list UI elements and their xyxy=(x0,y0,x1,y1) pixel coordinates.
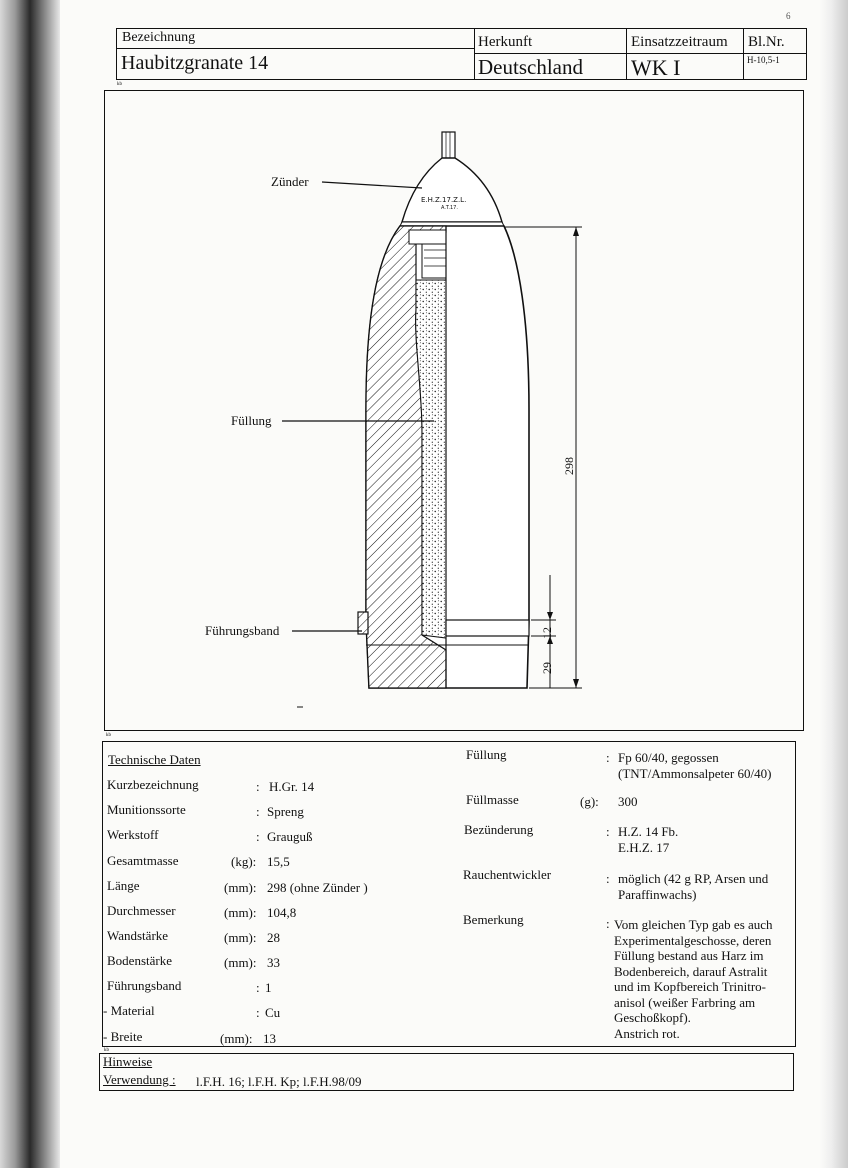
bezeichnung-label: Bezeichnung xyxy=(122,30,196,45)
bemerkung-line: und im Kopfbereich Trinitro- xyxy=(614,979,767,994)
row-sep: : xyxy=(256,1005,260,1020)
page-edge-shadow xyxy=(820,0,848,1168)
row-label: Durchmesser xyxy=(107,903,176,918)
row-value: Cu xyxy=(265,1005,281,1020)
page-corner-mark: 6 xyxy=(786,11,791,21)
colon: : xyxy=(606,916,610,931)
label-zuender: Zünder xyxy=(271,174,309,189)
row-unit: (mm): xyxy=(220,1031,253,1046)
row-label: Werkstoff xyxy=(107,827,159,842)
bezuenderung-value-1: H.Z. 14 Fb. xyxy=(618,824,679,839)
row-value: 33 xyxy=(267,955,280,970)
colon: : xyxy=(606,750,610,765)
row-label: Munitionssorte xyxy=(107,802,186,817)
small-mark-3: kb xyxy=(104,1048,109,1053)
row-label: Führungsband xyxy=(107,978,182,993)
label-fuehrungsband: Führungsband xyxy=(205,623,280,638)
row-value: 104,8 xyxy=(267,905,297,920)
blatt-value: H-10,5-1 xyxy=(747,55,780,65)
rauch-value-2: Paraffinwachs) xyxy=(618,887,697,902)
row-value: 1 xyxy=(265,980,272,995)
row-label: Gesamtmasse xyxy=(107,853,179,868)
rauch-label: Rauchentwickler xyxy=(463,867,552,882)
row-sep: : xyxy=(256,829,260,844)
row-value: H.Gr. 14 xyxy=(269,779,315,794)
fuellung-value-2: (TNT/Ammonsalpeter 60/40) xyxy=(618,766,772,781)
header-vline-2 xyxy=(626,28,627,80)
colon: : xyxy=(606,871,610,886)
herkunft-value: Deutschland xyxy=(478,55,583,79)
book-binding-shadow xyxy=(0,0,60,1168)
row-unit: (mm): xyxy=(224,880,257,895)
bemerkung-line: Experimentalgeschosse, deren xyxy=(614,932,772,948)
fuellmasse-unit: (g): xyxy=(580,794,599,809)
dim-length: 298 xyxy=(562,457,576,475)
bemerkung-line: Bodenbereich, darauf Astralit xyxy=(614,963,768,979)
bemerkung-line: Anstrich rot. xyxy=(614,1025,680,1041)
row-value: 13 xyxy=(263,1031,276,1046)
leader-zuender xyxy=(322,182,422,188)
header-vline-1 xyxy=(474,28,475,80)
dim-base: 29 xyxy=(540,662,554,674)
fuellmasse-value: 300 xyxy=(618,794,638,809)
row-value: Spreng xyxy=(267,804,304,819)
row-label: Wandstärke xyxy=(107,928,169,943)
row-sep: : xyxy=(256,779,260,794)
dim-band: 12 xyxy=(540,627,554,639)
row-value: 15,5 xyxy=(267,854,290,869)
row-value: Grauguß xyxy=(267,829,313,844)
bemerkung-text xyxy=(614,917,773,1041)
bemerkung-label: Bemerkung xyxy=(463,912,524,927)
row-label: - Breite xyxy=(103,1029,143,1044)
row-label: Kurzbezeichnung xyxy=(107,777,199,792)
fuellmasse-label: Füllmasse xyxy=(466,792,519,807)
row-value: 28 xyxy=(267,930,280,945)
bemerkung-line: Geschoßkopf). xyxy=(614,1010,691,1025)
tech-heading: Technische Daten xyxy=(108,752,201,767)
einsatzzeitraum-label: Einsatzzeitraum xyxy=(631,34,728,50)
bezuenderung-value-2: E.H.Z. 17 xyxy=(618,840,670,855)
einsatzzeitraum-value: WK I xyxy=(631,55,681,80)
row-unit: (mm): xyxy=(224,905,257,920)
header-divider-left xyxy=(116,48,474,49)
small-mark-2: kb xyxy=(106,733,111,738)
row-sep: : xyxy=(256,804,260,819)
herkunft-label: Herkunft xyxy=(478,34,533,50)
fuellung-value-1: Fp 60/40, gegossen xyxy=(618,750,719,765)
fuze-marking-2: A.T.17. xyxy=(441,205,458,211)
fuze-icon xyxy=(400,132,504,226)
row-label: Länge xyxy=(107,878,140,893)
row-unit: (mm): xyxy=(224,955,257,970)
row-label: Bodenstärke xyxy=(107,953,172,968)
verwendung-label: Verwendung : xyxy=(103,1072,176,1087)
rauch-value-1: möglich (42 g RP, Arsen und xyxy=(618,871,769,886)
bemerkung-line: Vom gleichen Typ gab es auch xyxy=(614,917,773,932)
row-unit: (kg): xyxy=(231,854,257,869)
fuze-marking-1: E.H.Z.17.Z.L. xyxy=(421,196,467,204)
header-vline-3 xyxy=(743,28,744,80)
page-title: Haubitzgranate 14 xyxy=(121,52,269,74)
row-value: 298 (ohne Zünder ) xyxy=(267,880,368,895)
header-divider-right xyxy=(474,53,807,54)
fuellung-label: Füllung xyxy=(466,747,507,762)
row-sep: : xyxy=(256,980,260,995)
row-label: - Material xyxy=(103,1003,155,1018)
bemerkung-line: Füllung bestand aus Harz im xyxy=(614,948,764,963)
colon: : xyxy=(606,824,610,839)
hinweise-label: Hinweise xyxy=(103,1054,153,1069)
small-mark: kb xyxy=(117,82,122,87)
bemerkung-line: anisol (weißer Farbring am xyxy=(614,994,756,1010)
blatt-label: Bl.Nr. xyxy=(748,34,785,50)
verwendung-value: l.F.H. 16; l.F.H. Kp; l.F.H.98/09 xyxy=(196,1074,362,1089)
bezuenderung-label: Bezünderung xyxy=(464,822,534,837)
label-fuellung: Füllung xyxy=(231,413,272,428)
row-unit: (mm): xyxy=(224,930,257,945)
